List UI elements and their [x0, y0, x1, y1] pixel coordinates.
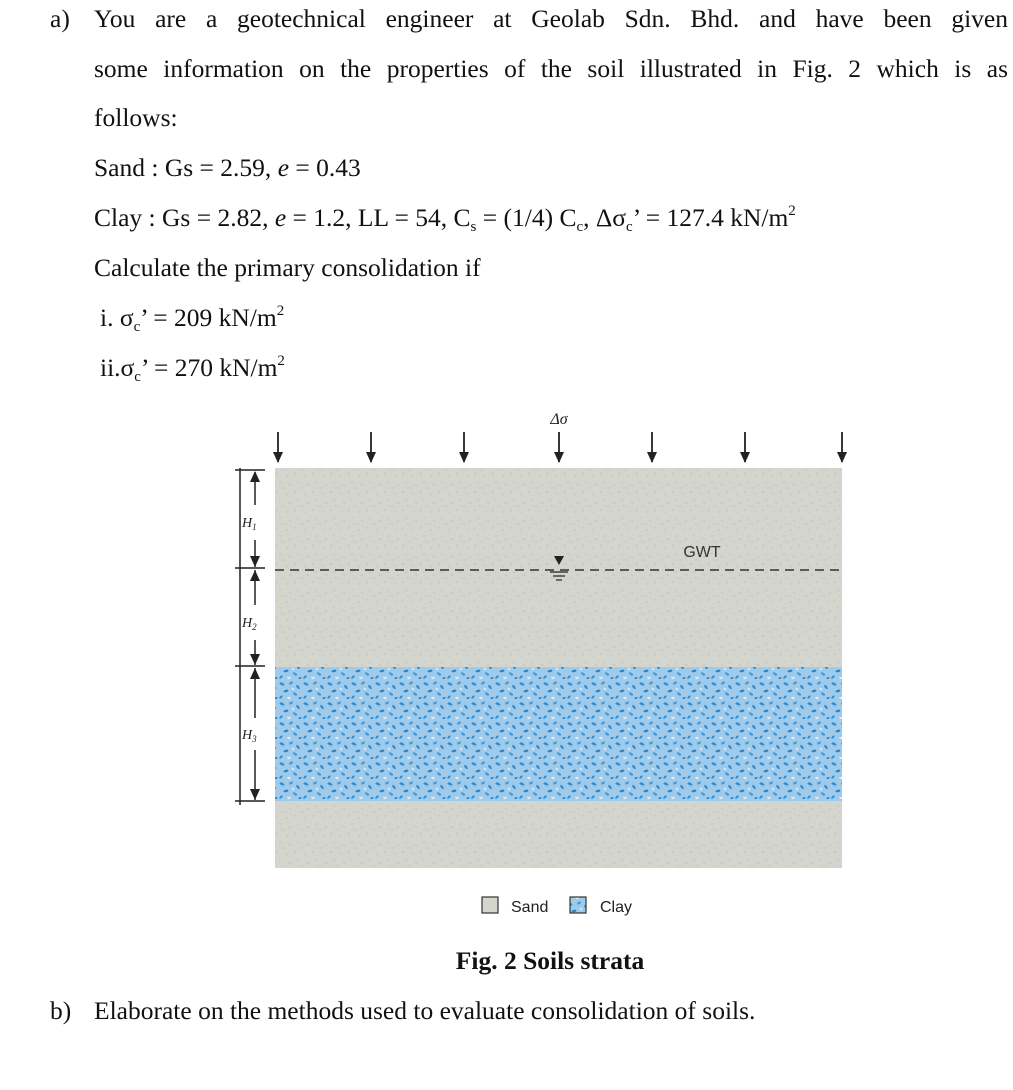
item-i: [100, 303, 284, 333]
item-ii-subscript: c: [134, 369, 141, 385]
cs-subscript: s: [470, 219, 477, 235]
load-arrows: [273, 432, 847, 463]
part-a-label: a): [50, 4, 70, 33]
h3-label: $H_3$: [242, 728, 257, 744]
part-b-label: b): [50, 996, 72, 1025]
item-ii-label: ii.: [100, 353, 121, 382]
calc-instruction: Calculate the primary consolidation if: [94, 253, 481, 282]
part-a-line-2: some information on the properties of the soil illustrated in Fig. 2 which is as: [94, 54, 1008, 83]
item-ii-text: ’ = 270 kN/m: [140, 353, 278, 382]
part-b-text: Elaborate on the methods used to evaluate consolidation of soils.: [94, 996, 756, 1025]
legend-sand-label: Sand: [511, 899, 549, 916]
clay-mid: = 1.2, LL = 54, C: [286, 203, 471, 232]
figure-caption: Fig. 2 Soils strata: [455, 946, 645, 975]
item-i-superscript: 2: [276, 303, 285, 319]
clay-superscript: 2: [788, 203, 796, 219]
item-i-sigma: σ: [119, 303, 134, 332]
sand-layer-top: [275, 468, 842, 668]
item-ii: [100, 353, 285, 383]
sand-e-value: = 0.43: [289, 153, 361, 182]
part-a-line-3: follows:: [94, 103, 178, 132]
clay-properties: [94, 203, 796, 233]
dsc-subscript: c: [626, 219, 633, 235]
clay-mid-3: , Δσ: [583, 203, 627, 232]
sand-prefix: Sand : Gs = 2.59,: [94, 153, 278, 182]
clay-prefix: Clay : Gs = 2.82,: [94, 203, 275, 232]
clay-mid-4: ’ = 127.4 kN/m: [632, 203, 789, 232]
clay-layer: [275, 667, 842, 801]
sand-e-symbol: e: [277, 153, 290, 182]
item-i-subscript: c: [133, 319, 141, 335]
clay-e-symbol: e: [274, 203, 287, 232]
item-i-text: ’ = 209 kN/m: [140, 303, 277, 332]
clay-mid-2: = (1/4) C: [476, 203, 577, 232]
part-a-line-1: You are a geotechnical engineer at Geolab Sdn. Bhd. and have been given: [94, 4, 1008, 33]
gwt-label: GWT: [683, 544, 721, 561]
delta-sigma-label: Δσ: [550, 411, 568, 428]
legend-clay-label: Clay: [600, 899, 633, 916]
soil-strata-figure: [230, 400, 850, 930]
h2-label: $H_2$: [242, 616, 257, 632]
legend-clay-swatch: [570, 897, 586, 913]
item-i-label: i.: [100, 303, 114, 332]
legend-sand-swatch: [482, 897, 498, 913]
item-ii-superscript: 2: [277, 353, 285, 369]
h1-label: $H_1$: [242, 516, 257, 532]
cc-subscript: c: [576, 219, 584, 235]
sand-layer-bottom: [275, 801, 842, 868]
item-ii-sigma: σ: [120, 353, 135, 382]
sand-properties: [94, 153, 361, 183]
legend: [482, 897, 632, 916]
